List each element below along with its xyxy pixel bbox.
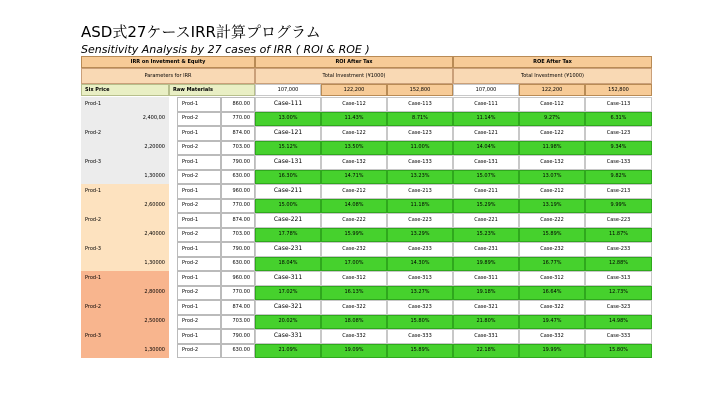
product-label: Prod-3 bbox=[85, 332, 102, 339]
roi-case-label: Case-223 bbox=[387, 213, 453, 228]
raw-material-value: 860.00 bbox=[221, 97, 255, 112]
roe-value: 12.73% bbox=[585, 286, 652, 301]
roi-value: 15.99% bbox=[321, 228, 387, 243]
raw-material-value: 630.00 bbox=[221, 170, 255, 185]
roe-case-label: Case-333 bbox=[585, 329, 652, 344]
raw-material-name: Prod-2 bbox=[177, 344, 221, 359]
roi-value: 17.78% bbox=[255, 228, 321, 243]
roe-case-label: Case-213 bbox=[585, 184, 652, 199]
raw-material-name: Prod-2 bbox=[177, 286, 221, 301]
roe-value: 14.98% bbox=[585, 315, 652, 330]
roe-case-label: Case-122 bbox=[519, 126, 585, 141]
roe-value: 19.18% bbox=[453, 286, 519, 301]
roi-value: 13.50% bbox=[321, 141, 387, 156]
roe-case-label: Case-221 bbox=[453, 213, 519, 228]
roi-value: 20.02% bbox=[255, 315, 321, 330]
product-label: Prod-1 bbox=[85, 274, 102, 281]
roi-value: 13.23% bbox=[387, 170, 453, 185]
header-investment-roe-1: 107,000 bbox=[453, 84, 519, 96]
roi-case-label: Case-322 bbox=[321, 300, 387, 315]
roi-value: 13.27% bbox=[387, 286, 453, 301]
roi-case-label: Case-213 bbox=[387, 184, 453, 199]
raw-material-value: 790.00 bbox=[221, 329, 255, 344]
raw-material-value: 790.00 bbox=[221, 155, 255, 170]
raw-material-value: 874.00 bbox=[221, 300, 255, 315]
roe-case-label: Case-312 bbox=[519, 271, 585, 286]
product-label: Prod-3 bbox=[85, 158, 102, 165]
roi-case-label: Case-321 bbox=[255, 300, 321, 315]
roi-value: 17.00% bbox=[321, 257, 387, 272]
raw-material-value: 703.00 bbox=[221, 228, 255, 243]
roe-case-label: Case-212 bbox=[519, 184, 585, 199]
roi-case-label: Case-111 bbox=[255, 97, 321, 112]
roe-value: 9.82% bbox=[585, 170, 652, 185]
roi-case-label: Case-233 bbox=[387, 242, 453, 257]
roe-case-label: Case-322 bbox=[519, 300, 585, 315]
roi-value: 21.09% bbox=[255, 344, 321, 359]
header-total-investment-roe: Total Investment (¥1000) bbox=[453, 68, 652, 84]
raw-material-name: Prod-2 bbox=[177, 141, 221, 156]
raw-material-value: 770.00 bbox=[221, 199, 255, 214]
roe-value: 9.27% bbox=[519, 112, 585, 127]
header-investment-roe-2: 122,200 bbox=[519, 84, 585, 96]
product-label: Prod-2 bbox=[85, 216, 102, 223]
roe-value: 15.23% bbox=[453, 228, 519, 243]
roe-case-label: Case-113 bbox=[585, 97, 652, 112]
six-price-value: 2,20000 bbox=[144, 144, 165, 151]
roi-value: 18.04% bbox=[255, 257, 321, 272]
roe-value: 9.99% bbox=[585, 199, 652, 214]
roe-case-label: Case-323 bbox=[585, 300, 652, 315]
roi-case-label: Case-312 bbox=[321, 271, 387, 286]
raw-material-value: 770.00 bbox=[221, 286, 255, 301]
roi-value: 8.71% bbox=[387, 112, 453, 127]
roe-case-label: Case-232 bbox=[519, 242, 585, 257]
raw-material-name: Prod-2 bbox=[177, 170, 221, 185]
roe-case-label: Case-123 bbox=[585, 126, 652, 141]
roi-case-label: Case-112 bbox=[321, 97, 387, 112]
page-subtitle: Sensitivity Analysis by 27 cases of IRR ( ROI & ROE ) bbox=[81, 43, 370, 56]
roi-case-label: Case-132 bbox=[321, 155, 387, 170]
roe-value: 11.98% bbox=[519, 141, 585, 156]
roe-value: 13.19% bbox=[519, 199, 585, 214]
product-label: Prod-2 bbox=[85, 129, 102, 136]
six-price-value: 1,30000 bbox=[144, 347, 165, 354]
six-price-value: 2,60000 bbox=[144, 202, 165, 209]
roi-case-label: Case-332 bbox=[321, 329, 387, 344]
roe-case-label: Case-131 bbox=[453, 155, 519, 170]
roi-case-label: Case-232 bbox=[321, 242, 387, 257]
roe-value: 16.77% bbox=[519, 257, 585, 272]
roe-value: 14.04% bbox=[453, 141, 519, 156]
product-label: Prod-1 bbox=[85, 100, 102, 107]
roi-value: 13.29% bbox=[387, 228, 453, 243]
roi-value: 15.00% bbox=[255, 199, 321, 214]
roi-value: 15.80% bbox=[387, 315, 453, 330]
header-parameters: Parameters for IRR bbox=[81, 68, 255, 84]
raw-material-value: 770.00 bbox=[221, 112, 255, 127]
roe-value: 11.14% bbox=[453, 112, 519, 127]
roi-case-label: Case-231 bbox=[255, 242, 321, 257]
roe-value: 19.47% bbox=[519, 315, 585, 330]
raw-material-value: 874.00 bbox=[221, 213, 255, 228]
product-label: Prod-2 bbox=[85, 303, 102, 310]
raw-material-name: Prod-1 bbox=[177, 97, 221, 112]
raw-material-value: 703.00 bbox=[221, 315, 255, 330]
roi-case-label: Case-311 bbox=[255, 271, 321, 286]
roe-case-label: Case-121 bbox=[453, 126, 519, 141]
roi-case-label: Case-221 bbox=[255, 213, 321, 228]
six-price-value: 2,400,00 bbox=[142, 115, 165, 122]
header-total-investment-roi: Total Investment (¥1000) bbox=[255, 68, 453, 84]
roe-case-label: Case-311 bbox=[453, 271, 519, 286]
roe-value: 21.80% bbox=[453, 315, 519, 330]
header-six-price: Six Price bbox=[81, 84, 169, 96]
roe-case-label: Case-331 bbox=[453, 329, 519, 344]
roi-case-label: Case-211 bbox=[255, 184, 321, 199]
roi-value: 15.89% bbox=[387, 344, 453, 359]
roi-value: 13.00% bbox=[255, 112, 321, 127]
six-price-value: 2,50000 bbox=[144, 318, 165, 325]
roi-value: 16.13% bbox=[321, 286, 387, 301]
roi-value: 11.00% bbox=[387, 141, 453, 156]
header-raw-materials: Raw Materials bbox=[169, 84, 255, 96]
roe-value: 11.87% bbox=[585, 228, 652, 243]
raw-material-name: Prod-1 bbox=[177, 271, 221, 286]
roi-case-label: Case-131 bbox=[255, 155, 321, 170]
roe-case-label: Case-111 bbox=[453, 97, 519, 112]
roi-case-label: Case-133 bbox=[387, 155, 453, 170]
raw-material-name: Prod-1 bbox=[177, 213, 221, 228]
roi-case-label: Case-333 bbox=[387, 329, 453, 344]
roe-case-label: Case-321 bbox=[453, 300, 519, 315]
irr-sensitivity-table bbox=[81, 56, 652, 365]
roe-case-label: Case-231 bbox=[453, 242, 519, 257]
roe-case-label: Case-132 bbox=[519, 155, 585, 170]
raw-material-value: 630.00 bbox=[221, 257, 255, 272]
roi-case-label: Case-222 bbox=[321, 213, 387, 228]
header-irr-on: IRR on Invetment & Equity bbox=[81, 56, 255, 68]
roe-value: 15.80% bbox=[585, 344, 652, 359]
roe-value: 15.89% bbox=[519, 228, 585, 243]
roi-case-label: Case-121 bbox=[255, 126, 321, 141]
roi-value: 14.08% bbox=[321, 199, 387, 214]
six-price-value: 1,30000 bbox=[144, 173, 165, 180]
raw-material-name: Prod-1 bbox=[177, 300, 221, 315]
raw-material-name: Prod-2 bbox=[177, 199, 221, 214]
raw-material-value: 630.00 bbox=[221, 344, 255, 359]
roi-value: 15.12% bbox=[255, 141, 321, 156]
header-investment-roi-1: 107,000 bbox=[255, 84, 321, 96]
raw-material-name: Prod-1 bbox=[177, 329, 221, 344]
roe-case-label: Case-133 bbox=[585, 155, 652, 170]
header-roe: ROE After Tax bbox=[453, 56, 652, 68]
header-investment-roi-3: 152,800 bbox=[387, 84, 453, 96]
raw-material-value: 874.00 bbox=[221, 126, 255, 141]
roe-value: 6.31% bbox=[585, 112, 652, 127]
roe-value: 19.99% bbox=[519, 344, 585, 359]
roe-case-label: Case-223 bbox=[585, 213, 652, 228]
roi-value: 11.43% bbox=[321, 112, 387, 127]
raw-material-name: Prod-1 bbox=[177, 155, 221, 170]
roi-value: 14.30% bbox=[387, 257, 453, 272]
header-investment-roi-2: 122,200 bbox=[321, 84, 387, 96]
roi-value: 11.18% bbox=[387, 199, 453, 214]
raw-material-name: Prod-2 bbox=[177, 315, 221, 330]
roi-case-label: Case-331 bbox=[255, 329, 321, 344]
raw-material-name: Prod-1 bbox=[177, 242, 221, 257]
roi-value: 17.02% bbox=[255, 286, 321, 301]
roi-case-label: Case-123 bbox=[387, 126, 453, 141]
roe-value: 15.07% bbox=[453, 170, 519, 185]
roe-case-label: Case-112 bbox=[519, 97, 585, 112]
roe-value: 9.34% bbox=[585, 141, 652, 156]
raw-material-name: Prod-2 bbox=[177, 228, 221, 243]
six-price-value: 1,30000 bbox=[144, 260, 165, 267]
roe-value: 19.89% bbox=[453, 257, 519, 272]
roi-value: 16.30% bbox=[255, 170, 321, 185]
header-roi: ROI After Tax bbox=[255, 56, 453, 68]
raw-material-name: Prod-1 bbox=[177, 184, 221, 199]
roi-case-label: Case-212 bbox=[321, 184, 387, 199]
roe-value: 22.18% bbox=[453, 344, 519, 359]
roe-case-label: Case-222 bbox=[519, 213, 585, 228]
roi-value: 14.71% bbox=[321, 170, 387, 185]
roi-case-label: Case-122 bbox=[321, 126, 387, 141]
raw-material-value: 790.00 bbox=[221, 242, 255, 257]
roe-case-label: Case-332 bbox=[519, 329, 585, 344]
raw-material-value: 960.00 bbox=[221, 271, 255, 286]
product-label: Prod-3 bbox=[85, 245, 102, 252]
roi-case-label: Case-323 bbox=[387, 300, 453, 315]
roe-value: 16.64% bbox=[519, 286, 585, 301]
raw-material-name: Prod-2 bbox=[177, 257, 221, 272]
roe-case-label: Case-211 bbox=[453, 184, 519, 199]
roi-value: 18.08% bbox=[321, 315, 387, 330]
six-price-value: 2,40000 bbox=[144, 231, 165, 238]
raw-material-value: 703.00 bbox=[221, 141, 255, 156]
product-label: Prod-1 bbox=[85, 187, 102, 194]
roe-value: 13.07% bbox=[519, 170, 585, 185]
roe-value: 12.88% bbox=[585, 257, 652, 272]
roi-case-label: Case-313 bbox=[387, 271, 453, 286]
header-investment-roe-3: 152,800 bbox=[585, 84, 652, 96]
raw-material-name: Prod-2 bbox=[177, 112, 221, 127]
roi-case-label: Case-113 bbox=[387, 97, 453, 112]
roe-case-label: Case-233 bbox=[585, 242, 652, 257]
raw-material-name: Prod-1 bbox=[177, 126, 221, 141]
roe-value: 15.29% bbox=[453, 199, 519, 214]
roi-value: 19.09% bbox=[321, 344, 387, 359]
roe-case-label: Case-313 bbox=[585, 271, 652, 286]
six-price-value: 2,80000 bbox=[144, 289, 165, 296]
raw-material-value: 960.00 bbox=[221, 184, 255, 199]
page-title: ASD式27ケースIRR計算プログラム bbox=[81, 23, 321, 41]
